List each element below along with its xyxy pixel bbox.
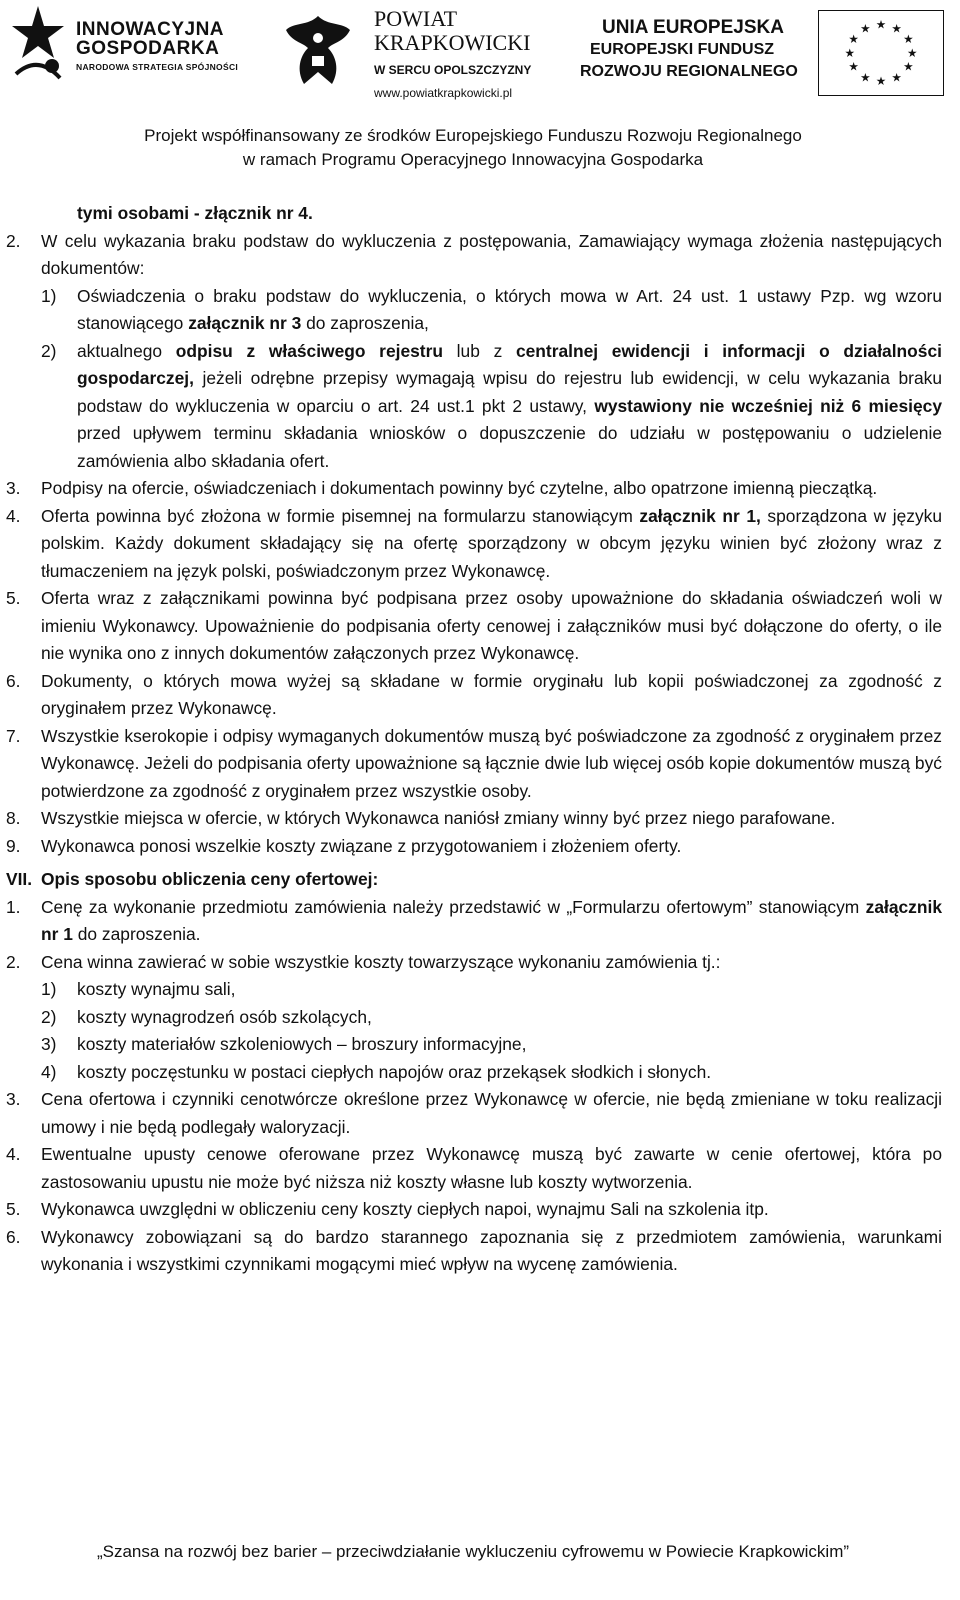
svg-text:★: ★ xyxy=(906,45,918,60)
sub-item-text xyxy=(77,338,942,476)
sub-item-text xyxy=(77,283,942,338)
svg-text:★: ★ xyxy=(860,70,871,85)
list-number: 8. xyxy=(6,808,21,828)
unia-europejska-logo xyxy=(580,10,950,100)
sub-text-part: aktualnego xyxy=(77,340,176,361)
eu-flag-icon xyxy=(818,10,944,96)
list-item-text: Dokumenty, o których mowa wyżej są składane w formie oryginału lub kopii poświadczonej za zgodność z oryginałem przez Wykonawcę. xyxy=(41,670,942,718)
list-number: 7. xyxy=(6,725,21,746)
list-item-text: Wszystkie kserokopie i odpisy wymaganych dokumentów muszą być poświadczone za zgodność z oryginałem przez Wykonawcę. Jeżeli do podpisania oferty upoważnione są łącznie dwie lub więcej osób kopie dokumentów muszą być potwierdzone za zgodność z oryginałem przez wszystkie osoby. xyxy=(41,725,942,801)
list-item-9 xyxy=(6,833,942,861)
list-number: 4. xyxy=(6,505,21,526)
list-number: 3. xyxy=(6,1089,21,1109)
sub-text-part: do zaproszenia, xyxy=(301,313,429,333)
list-item-text: W celu wykazania braku podstaw do wykluczenia z postępowania, Zamawiający wymaga złożenia następujących dokumentów: xyxy=(41,230,942,278)
pk-website: www.powiatkrapkowicki.pl xyxy=(374,86,513,100)
sub-text-part: jeżeli odrębne przepisy wymagają wpisu do rejestru lub ewidencji, w celu wykazania braku podstaw do wykluczenia w oparciu o art. 24 ust.1 pkt 2 ustawy, xyxy=(77,368,942,416)
attachment-ref: załącznik nr 1 xyxy=(41,896,942,944)
powiat-krapkowicki-logo xyxy=(282,6,562,102)
ig-subtitle: NARODOWA STRATEGIA SPÓJNOŚCI xyxy=(76,62,239,72)
pk-title-line1: POWIAT xyxy=(374,6,458,31)
project-line1: Projekt współfinansowany ze środków Europejskiego Funduszu Rozwoju Regionalnego xyxy=(144,126,802,145)
sub-number: 2) xyxy=(41,340,57,361)
list-number: 2. xyxy=(6,951,21,972)
list-item-text: Podpisy na ofercie, oświadczeniach i dokumentach powinny być czytelne, albo opatrzone imienną pieczątką. xyxy=(41,478,878,498)
list-item-6 xyxy=(6,668,942,723)
list-number: 5. xyxy=(6,588,21,608)
ue-fund-line2: ROZWOJU REGIONALNEGO xyxy=(580,63,798,80)
ig-title xyxy=(76,20,224,58)
cost-sub-item xyxy=(6,1031,942,1059)
list-item-text: Wykonawca ponosi wszelkie koszty związane z przygotowaniem i złożeniem oferty. xyxy=(41,835,682,856)
sub-number: 3) xyxy=(41,1034,57,1054)
list-item-text: Cena ofertowa i czynniki cenotwórcze określone przez Wykonawcę w ofercie, nie będą zmieniane w toku realizacji umowy i nie będą podlegały waloryzacji. xyxy=(41,1089,942,1137)
header-logos xyxy=(0,0,960,110)
cost-sub-item xyxy=(6,1004,942,1032)
sub-item-1 xyxy=(6,283,942,338)
sub-item-text: koszty poczęstunku w postaci ciepłych napojów oraz przekąsek słodkich i słonych. xyxy=(77,1061,712,1082)
list-number: 2. xyxy=(6,230,21,251)
bold-phrase: wystawiony nie wcześniej niż 6 miesięcy xyxy=(594,395,942,416)
price-item-5 xyxy=(6,1196,942,1224)
text-part: Oferta powinna być złożona w formie pisemnej na formularzu stanowiącym xyxy=(41,505,640,526)
list-item-2 xyxy=(6,228,942,283)
ue-fund-line1: EUROPEJSKI FUNDUSZ xyxy=(590,41,775,58)
list-item-text: Cena winna zawierać w sobie wszystkie koszty towarzyszące wykonaniu zamówienia tj.: xyxy=(41,951,721,972)
attachment-ref: załącznik nr 3 xyxy=(188,313,302,333)
list-number: 3. xyxy=(6,478,21,498)
list-item-3 xyxy=(6,475,942,503)
section-number: VII. xyxy=(6,869,33,889)
text-part: sporządzona w języku polskim. Każdy dokument składający się na ofertę sporządzony w obcym języku winien być złożony wraz z tłumaczeniem na język polski, poświadczonym przez Wykonawcę. xyxy=(41,505,943,581)
price-item-4 xyxy=(6,1141,942,1196)
text-part: do zaproszenia. xyxy=(72,924,201,944)
list-number: 6. xyxy=(6,670,21,691)
sub-item-text: koszty wynajmu sali, xyxy=(77,979,236,999)
list-item-4 xyxy=(6,503,942,586)
sub-text-part: Oświadczenia o braku podstaw do wykluczenia, o których mowa w Art. 24 ust. 1 ustawy Pzp. xyxy=(77,285,856,306)
sub-item-2 xyxy=(6,338,942,476)
ue-title: UNIA EUROPEJSKA xyxy=(602,17,784,38)
eagle-crest-icon xyxy=(282,12,354,92)
list-item-7 xyxy=(6,723,942,806)
svg-text:★: ★ xyxy=(903,32,914,47)
list-item-5 xyxy=(6,585,942,668)
list-number: 5. xyxy=(6,1199,21,1219)
sub-number: 2) xyxy=(41,1006,57,1027)
sub-text-part: wg wzoru stanowiącego xyxy=(77,285,942,333)
sub-number: 1) xyxy=(41,285,57,306)
list-item-text: Ewentualne upusty cenowe oferowane przez Wykonawcę muszą być zawarte w cenie ofertowej, która po zastosowaniu upustu nie może być niższa niż koszty własne lub koszty wytworzenia. xyxy=(41,1144,942,1192)
top-continuation-line: tymi osobami - złącznik nr 4. xyxy=(77,203,313,223)
list-item-text: Wykonawcy zobowiązani są do bardzo starannego zapoznania się z przedmiotem zamówienia, warunkami wykonania i wszystkimi czynnikami mogącymi mieć wpływ na wycenę zamówienia. xyxy=(41,1226,942,1274)
list-number: 4. xyxy=(6,1144,21,1164)
price-item-3 xyxy=(6,1086,942,1141)
svg-text:★: ★ xyxy=(891,70,902,85)
cost-sub-item xyxy=(6,976,942,1004)
svg-text:★: ★ xyxy=(844,45,856,60)
list-item-text: Oferta wraz z załącznikami powinna być podpisana przez osoby upoważnione do składania oświadczeń woli w imieniu Wykonawcy. Upoważnienie do podpisania oferty cenowej i załączników musi być dołączone do oferty, o ile nie wynika ono z innych dokumentów załączonych przez Wykonawcę. xyxy=(41,588,942,663)
cost-sub-item xyxy=(6,1059,942,1087)
svg-text:★: ★ xyxy=(848,59,859,74)
project-line2: w ramach Programu Operacyjnego Innowacyjna Gospodarka xyxy=(242,150,704,169)
innowacyjna-gospodarka-logo xyxy=(8,4,258,84)
price-item-1 xyxy=(6,894,942,949)
pk-title-line2: KRAPKOWICKI xyxy=(374,30,531,55)
bold-phrase: centralnej ewidencji i informacji o działalności gospodarczej, xyxy=(77,340,942,388)
sub-number: 1) xyxy=(41,979,57,999)
list-item-8 xyxy=(6,805,942,833)
pk-tagline: W SERCU OPOLSZCZYZNY xyxy=(374,63,532,77)
price-item-2 xyxy=(6,949,942,977)
svg-text:★: ★ xyxy=(848,32,859,47)
list-number: 6. xyxy=(6,1226,21,1247)
svg-text:★: ★ xyxy=(875,74,887,89)
svg-text:★: ★ xyxy=(903,59,914,74)
document-body xyxy=(6,200,942,1279)
svg-text:★: ★ xyxy=(891,21,902,36)
ig-title-line1: INNOWACYJNA xyxy=(76,19,225,40)
text-part: Cenę za wykonanie przedmiotu zamówienia należy przedstawić w „Formularzu ofertowym” stanowiącym xyxy=(41,896,866,917)
footer-project-title: „Szansa na rozwój bez barier – przeciwdziałanie wykluczeniu cyfrowemu w Powiecie Krapkowickim” xyxy=(96,1542,850,1561)
sub-text-part: przed upływem terminu składania wniosków o dopuszczenie do udziału w postępowaniu o udzielenie zamówienia albo składania ofert. xyxy=(77,423,942,471)
section-heading xyxy=(6,866,942,894)
list-number: 1. xyxy=(6,896,21,917)
list-item-text: Wykonawca uwzględni w obliczeniu ceny koszty ciepłych napoi, wynajmu Sali na szkolenia itp. xyxy=(41,1199,769,1219)
section-title: Opis sposobu obliczenia ceny ofertowej: xyxy=(41,869,379,889)
sub-number: 4) xyxy=(41,1061,57,1082)
ig-emblem-icon xyxy=(8,4,68,82)
sub-item-text: koszty wynagrodzeń osób szkolących, xyxy=(77,1006,372,1027)
list-number: 9. xyxy=(6,835,21,856)
list-item-text xyxy=(41,503,942,586)
list-item-text: Wszystkie miejsca w ofercie, w których Wykonawca naniósł zmiany winny być przez niego parafowane. xyxy=(41,808,836,828)
bold-phrase: odpisu z właściwego rejestru xyxy=(175,340,443,361)
list-item-text xyxy=(41,894,942,949)
svg-text:★: ★ xyxy=(875,17,887,32)
ig-title-line2: GOSPODARKA xyxy=(76,38,220,59)
price-item-6 xyxy=(6,1224,942,1279)
sub-item-text: koszty materiałów szkoleniowych – broszury informacyjne, xyxy=(77,1034,527,1054)
project-funding-note xyxy=(0,124,946,172)
sub-text-part: lub z xyxy=(442,340,516,361)
svg-text:★: ★ xyxy=(860,21,871,36)
attachment-ref: załącznik nr 1, xyxy=(639,505,761,526)
